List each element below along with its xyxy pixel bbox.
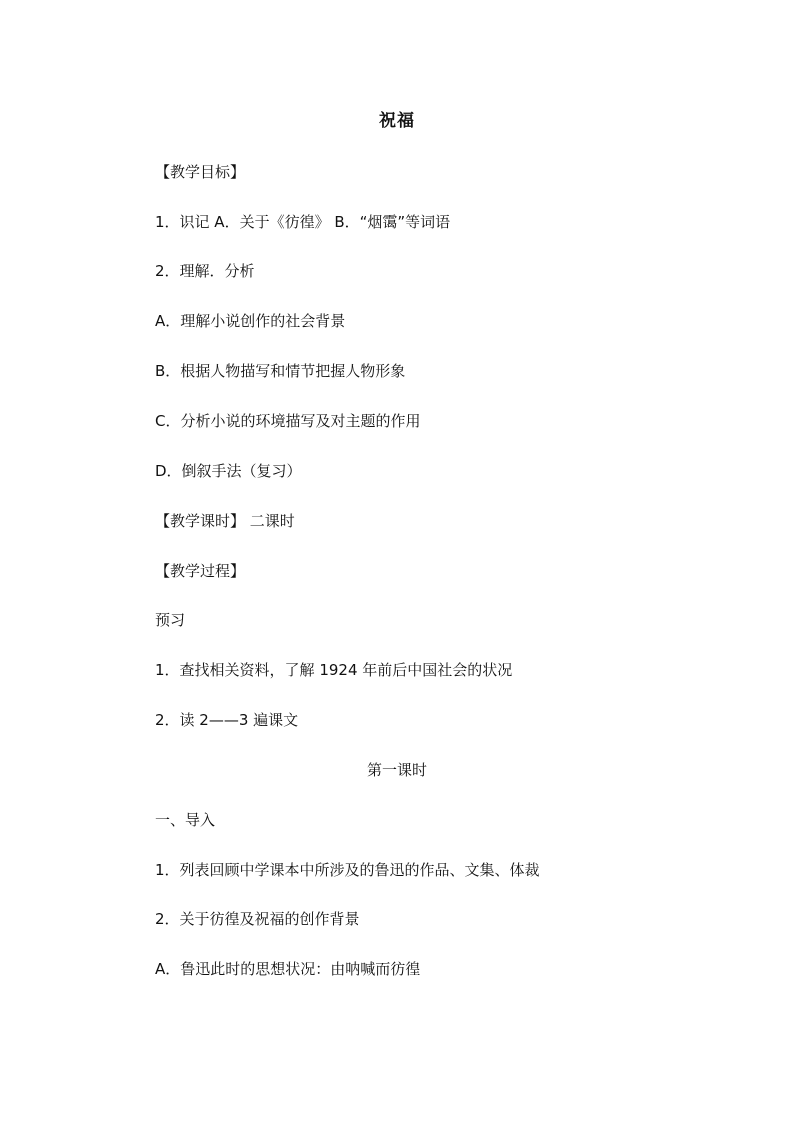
preview-item-2: 2．读 2——3 遍课文 (155, 711, 299, 729)
intro-item-2: 2．关于彷徨及祝福的创作背景 (155, 910, 360, 928)
preview-item-1: 1．查找相关资料，了解 1924 年前后中国社会的状况 (155, 661, 513, 679)
objective-item-2: 2．理解．分析 (155, 262, 255, 280)
intro-heading: 一、导入 (155, 811, 216, 829)
objective-subitem-c: C．分析小说的环境描写及对主题的作用 (155, 412, 421, 430)
objective-item-1: 1．识记 A．关于《彷徨》 B．“烟霭”等词语 (155, 213, 451, 231)
section-heading-objectives: 【教学目标】 (155, 163, 246, 181)
objective-subitem-a: A．理解小说创作的社会背景 (155, 312, 346, 330)
intro-subitem-a: A．鲁迅此时的思想状况：由呐喊而彷徨 (155, 960, 421, 978)
document-title: 祝福 (379, 111, 415, 131)
lesson-one-heading: 第一课时 (366, 761, 427, 779)
objective-subitem-d: D．倒叙手法（复习） (155, 462, 302, 480)
objective-subitem-b: B．根据人物描写和情节把握人物形象 (155, 362, 406, 380)
preview-heading: 预习 (155, 611, 186, 629)
section-heading-hours: 【教学课时】 二课时 (155, 512, 295, 530)
intro-item-1: 1．列表回顾中学课本中所涉及的鲁迅的作品、文集、体裁 (155, 861, 540, 879)
section-heading-process: 【教学过程】 (155, 562, 246, 580)
